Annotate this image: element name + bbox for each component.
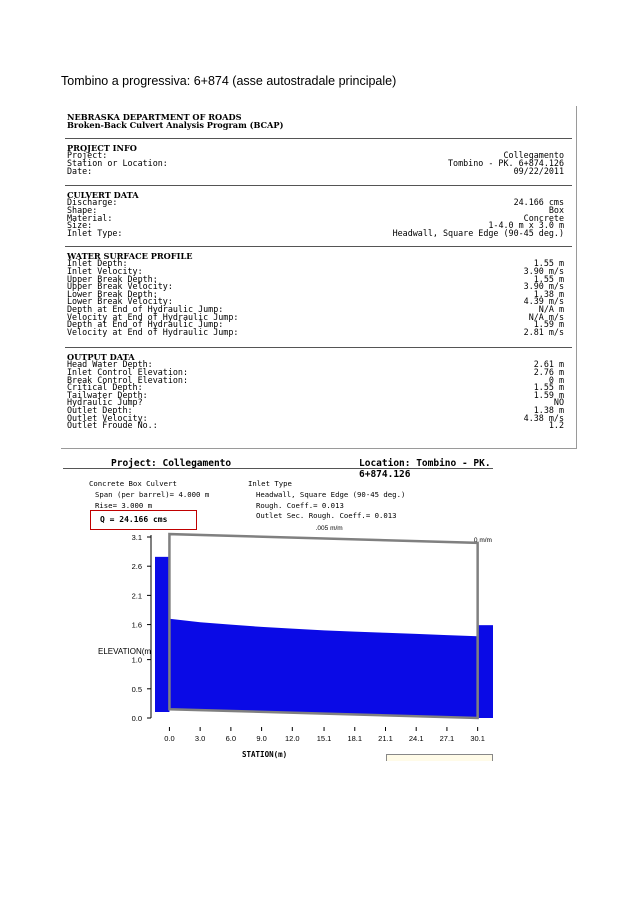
- legend-box: [386, 754, 493, 761]
- row-label: Depth at End of Hydraulic Jump:: [67, 303, 224, 314]
- row-value: N/A m: [538, 303, 564, 314]
- outlet-slope-label: 0 m/m: [473, 537, 492, 545]
- row-value: Box: [548, 204, 564, 215]
- x-tick-label: 15.1: [316, 734, 332, 743]
- row-value: 1-4.0 m x 3.0 m: [488, 220, 564, 231]
- row-label: Inlet Type:: [67, 227, 123, 238]
- info-inlet-type: Inlet Type: [248, 479, 292, 488]
- row-value: 09/22/2011: [513, 165, 564, 176]
- row-label: Depth at End of Hydraulic Jump:: [67, 319, 224, 330]
- row-value: Tombino - PK. 6+874.126: [448, 157, 564, 168]
- section-title: WATER SURFACE PROFILE: [67, 251, 193, 261]
- section-water-surface-profile: [67, 252, 572, 336]
- row-label: Discharge:: [67, 197, 118, 208]
- row-label: Inlet Velocity:: [67, 265, 143, 276]
- row-value: 0 m: [548, 374, 564, 385]
- divider: [65, 347, 572, 348]
- x-tick-label: 24.1: [408, 734, 424, 743]
- report-row: [67, 157, 572, 168]
- y-tick-label: 1.0: [131, 655, 142, 665]
- y-tick-label: 2.6: [131, 562, 142, 572]
- discharge-label: Q = 24.166 cms: [100, 515, 168, 524]
- row-label: Outlet Velocity:: [67, 412, 148, 423]
- y-tick-label: 2.1: [131, 591, 142, 601]
- row-value: 1.38 m: [533, 404, 564, 415]
- section-title: PROJECT INFO: [67, 143, 137, 153]
- report-row: [67, 204, 572, 215]
- row-label: Shape:: [67, 204, 98, 215]
- plot-location-label: Location: Tombino - PK. 6+874.126: [359, 458, 491, 480]
- tailwater-block: [478, 625, 493, 718]
- x-tick-label: 27.1: [439, 734, 455, 743]
- profile-chart: [63, 453, 493, 758]
- row-label: Head Water Depth:: [67, 359, 153, 370]
- divider: [65, 185, 572, 186]
- row-label: Lower Break Depth:: [67, 288, 158, 299]
- row-value: Collegamento: [503, 150, 564, 161]
- x-tick-label: 21.1: [378, 734, 393, 743]
- row-label: Break Control Elevation:: [67, 374, 189, 385]
- x-axis-label: STATION(m): [242, 750, 288, 759]
- row-value: 2.81 m/s: [523, 326, 564, 337]
- report-row: [67, 326, 572, 337]
- x-tick-label: 30.1: [470, 734, 485, 743]
- row-value: 4.39 m/s: [523, 296, 564, 307]
- report-row: [67, 374, 572, 385]
- row-label: Tailwater Depth:: [67, 389, 148, 400]
- section-title: CULVERT DATA: [67, 190, 139, 200]
- report-row: [67, 399, 572, 407]
- row-value: 1.59 m: [533, 319, 564, 330]
- row-label: Station or Location:: [67, 157, 168, 168]
- row-value: 24.166 cms: [513, 197, 564, 208]
- row-value: 1.55 m: [533, 273, 564, 284]
- info-span: Span (per barrel)= 4.000 m: [95, 490, 210, 499]
- row-label: Hydraulic Jump?: [67, 397, 143, 408]
- x-tick-label: 9.0: [256, 734, 267, 743]
- y-tick-label: 3.1: [131, 533, 142, 542]
- row-value: 1.38 m: [533, 288, 564, 299]
- row-label: Velocity at End of Hydraulic Jump:: [67, 311, 239, 322]
- report-row: [67, 165, 572, 176]
- x-tick-label: 12.0: [285, 734, 300, 743]
- row-label: Inlet Depth:: [67, 258, 128, 269]
- report-agency: NEBRASKA DEPARTMENT OF ROADS: [67, 112, 242, 122]
- row-label: Velocity at End of Hydraulic Jump:: [67, 326, 239, 337]
- row-label: Lower Break Velocity:: [67, 296, 173, 307]
- row-label: Material:: [67, 212, 113, 223]
- section-output-data: [67, 353, 572, 430]
- page-title: Tombino a progressiva: 6+874 (asse autostradale principale): [61, 74, 397, 88]
- row-value: Headwall, Square Edge (90-45 deg.): [392, 227, 564, 238]
- report-row: [67, 260, 572, 268]
- row-label: Date:: [67, 165, 93, 176]
- bcap-report: [61, 106, 577, 449]
- report-header: [67, 113, 283, 130]
- y-axis-label: ELEVATION(m: [98, 647, 152, 656]
- y-tick-label: 0.0: [131, 714, 142, 723]
- divider: [65, 246, 572, 247]
- divider: [65, 138, 572, 139]
- info-outlet-rough-coeff: Outlet Sec. Rough. Coeff.= 0.013: [256, 511, 397, 520]
- row-value: 3.90 m/s: [523, 265, 564, 276]
- slope-label: .005 m/m: [315, 525, 343, 533]
- section-project-info: [67, 144, 572, 175]
- row-value: 4.38 m/s: [523, 412, 564, 423]
- headwater-block: [155, 557, 169, 712]
- row-value: Concrete: [523, 212, 564, 223]
- x-tick-label: 6.0: [225, 734, 237, 743]
- y-tick-label: 1.6: [131, 620, 142, 630]
- row-value: NO: [553, 397, 564, 408]
- row-label: Outlet Depth:: [67, 404, 133, 415]
- row-label: Critical Depth:: [67, 382, 143, 393]
- row-label: Upper Break Depth:: [67, 273, 158, 284]
- row-label: Project:: [67, 150, 108, 161]
- info-rise: Rise= 3.000 m: [95, 501, 153, 510]
- row-value: 1.59 m: [533, 389, 564, 400]
- row-value: 1.2: [548, 420, 564, 431]
- report-row: [67, 199, 572, 207]
- row-label: Inlet Control Elevation:: [67, 366, 189, 377]
- x-tick-label: 18.1: [347, 734, 363, 743]
- row-value: 3.90 m/s: [523, 281, 564, 292]
- info-culvert-type: Concrete Box Culvert: [89, 479, 177, 488]
- info-rough-coeff: Rough. Coeff.= 0.013: [256, 501, 344, 510]
- section-title: OUTPUT DATA: [67, 352, 135, 362]
- row-value: N/A m/s: [528, 311, 564, 322]
- report-row: [67, 422, 572, 430]
- culvert-profile-plot: [63, 453, 493, 758]
- x-tick-label: 3.0: [194, 734, 206, 743]
- section-culvert-data: [67, 191, 572, 237]
- info-inlet-desc: Headwall, Square Edge (90-45 deg.): [256, 490, 406, 499]
- row-label: Outlet Froude No.:: [67, 420, 158, 431]
- row-value: 2.76 m: [533, 366, 564, 377]
- row-value: 1.55 m: [533, 258, 564, 269]
- row-label: Size:: [67, 220, 93, 231]
- water-surface-area: [169, 619, 477, 718]
- y-tick-label: 0.5: [131, 684, 142, 694]
- row-value: 2.61 m: [533, 359, 564, 370]
- report-program: Broken-Back Culvert Analysis Program (BCAP): [67, 120, 284, 131]
- row-label: Upper Break Velocity:: [67, 281, 173, 292]
- row-value: 1.55 m: [533, 382, 564, 393]
- x-tick-label: 0.0: [164, 734, 175, 743]
- report-row: [67, 227, 572, 238]
- plot-project-label: Project: Collegamento: [111, 458, 232, 469]
- report-row: [67, 389, 572, 400]
